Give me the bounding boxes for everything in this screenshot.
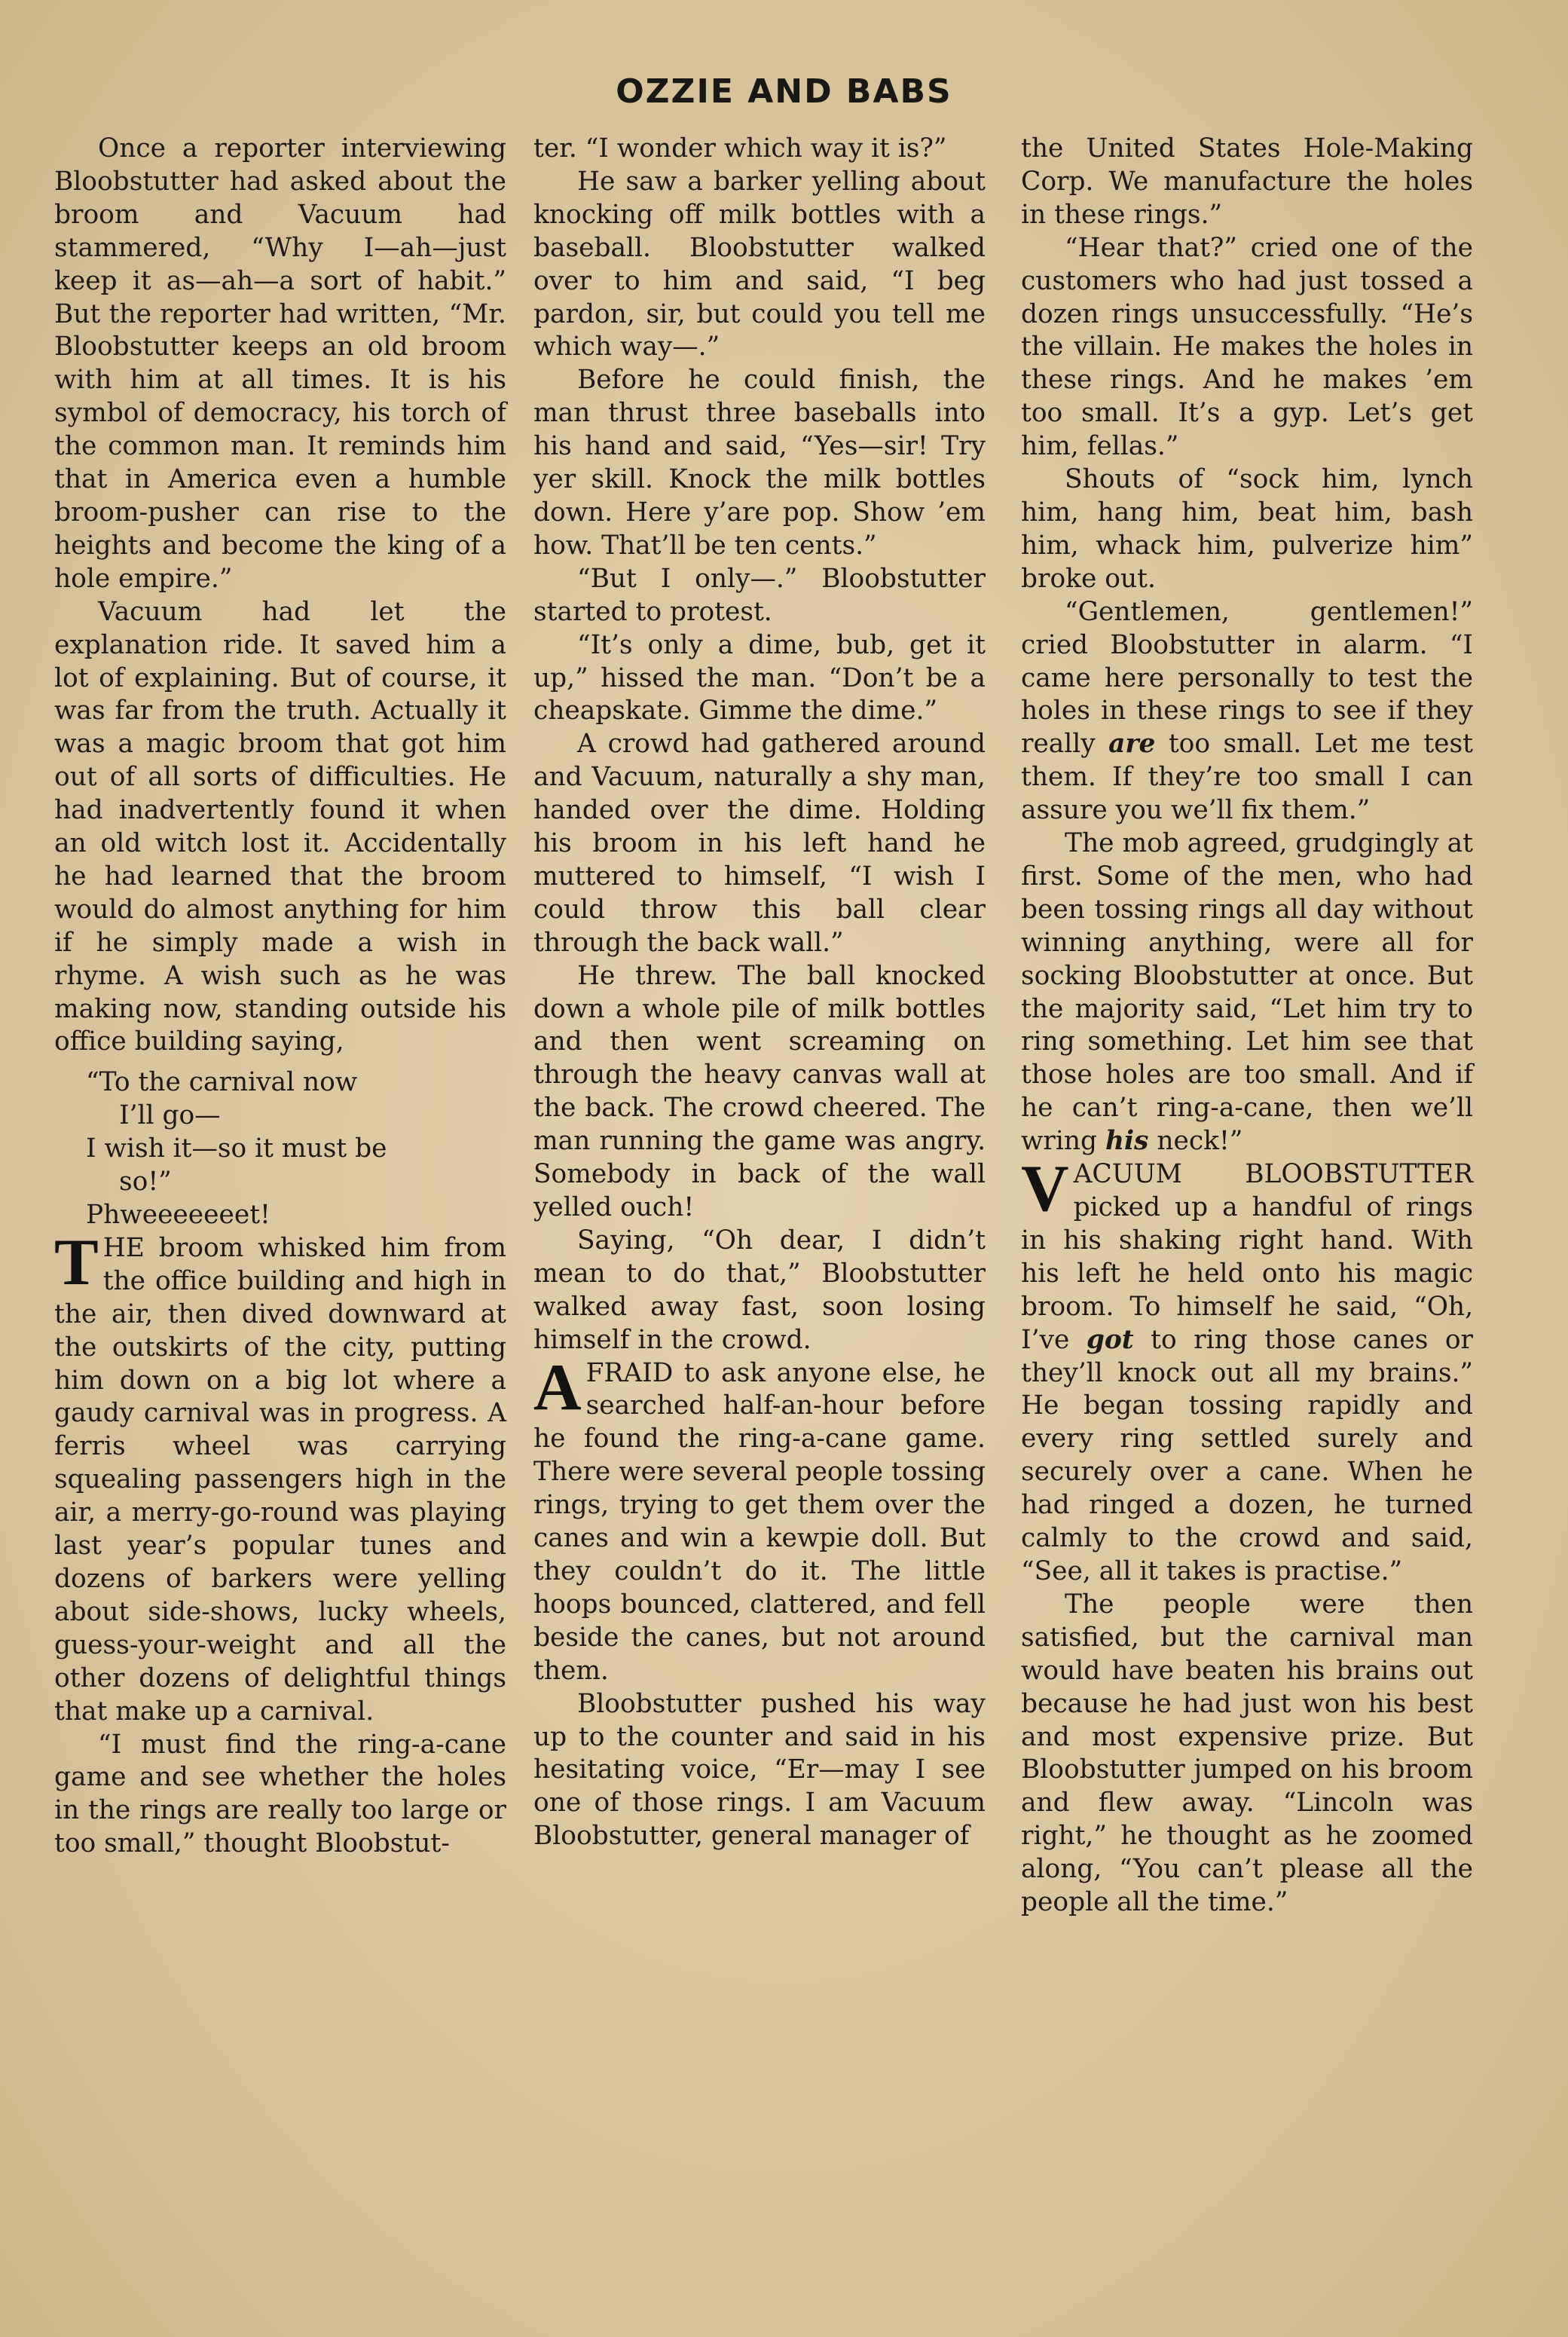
paragraph: “But I only—.” Bloobstutter started to protest. (533, 563, 986, 627)
text-column-2 (533, 133, 986, 1853)
emphasis: got (1086, 1324, 1134, 1355)
paragraph: Bloobstutter pushed his way up to the counter and said in his hesitating voice, “Er—may I see one of those rings. I am Vacuum Bloobstutter, general manager of (533, 1688, 986, 1852)
text-column-1 (54, 133, 506, 1861)
section-text: ACUUM BLOOBSTUTTER picked up a handful of rings in his shaking right hand. With his left he held onto his magic broom. To himself he said, “Oh, I’ve (1021, 1159, 1473, 1355)
section-text: FRAID to ask anyone else, he searched half-an-hour before he found the ring-a-cane game. There were several people tossing rings, trying to get them over the canes and win a kewpie doll. But they couldn’t do it. The little hoops bounced, clattered, and fell beside the canes, but not around them. (533, 1357, 986, 1686)
verse-line: I’ll go— (119, 1100, 221, 1131)
verse-line: Phweeeeeeet! (86, 1200, 271, 1230)
emphasis: are (1108, 729, 1156, 760)
paragraph: Before he could finish, the man thrust three baseballs into his hand and said, “Yes—sir! Try yer skill. Knock the milk bottles down. Here y’are pop. Show ’em how. That’ll be ten cents.” (533, 365, 986, 561)
paragraph: Vacuum had let the explanation ride. It saved him a lot of explaining. But of course, it was far from the truth. Actually it was a magic broom that got him out of all sorts of difficulties. He had inadvertently found it when an old witch lost it. Accidentally he had learned that the broom would do almost anything for him if he simply made a wish in rhyme. A wish such as he was making now, standing outside his office building saying, (54, 596, 506, 1057)
verse-line: “To the carnival now (86, 1067, 358, 1098)
section-paragraph (533, 1351, 986, 1688)
text-run: neck!” (1148, 1126, 1243, 1157)
text-run: too small. Let me test them. If they’re too small I can assure you we’ll fix them.” (1021, 729, 1474, 826)
section-text: HE broom whisked him from the office building and high in the air, then dived downward at the outskirts of the city, putting him down on a big lot where a gaudy carnival was in progress. A ferris wheel was carrying squealing passengers high in the air, a merry-go-round was playing last year’s popular tunes and dozens of barkers were yelling about side-shows, lucky wheels, guess-your-weight and all the other dozens of delightful things that make up a carnival. (54, 1232, 506, 1727)
section-paragraph (54, 1225, 506, 1729)
section-text: to ring those canes or they’ll knock out all my brains.” He began tossing rapidly and every ring settled surely and securely over a cane. When he had ringed a dozen, he turned calmly to the crowd and said, “See, all it takes is practise.” (1021, 1324, 1473, 1586)
text-run: “Gentlemen, gentlemen!” cried Bloobstutter in alarm. “I came here personally to test the holes in these rings to see if they really (1021, 596, 1473, 760)
paragraph: Once a reporter interviewing Bloobstutter had asked about the broom and Vacuum had stammered, “Why I—ah—just keep it as—ah—a sort of habit.” But the reporter had written, “Mr. Bloobstutter keeps an old broom with him at all times. It is his symbol of democracy, his torch of the common man. It reminds him that in America even a humble broom-pusher can rise to the heights and become the king of a hole empire.” (54, 133, 506, 594)
paragraph: the United States Hole-Making Corp. We manufacture the holes in these rings.” (1021, 133, 1473, 230)
drop-cap: V (1021, 1152, 1069, 1226)
drop-cap: A (533, 1351, 582, 1424)
rhyme-verse (86, 1066, 506, 1232)
paragraph: Shouts of “sock him, lynch him, hang him, beat him, bash him, whack him, pulverize him” broke out. (1021, 464, 1473, 594)
paragraph (1021, 827, 1473, 1158)
paragraph: “I must find the ring-a-cane game and see whether the holes in the rings are really too large or too small,” thought Bloobstut- (54, 1729, 506, 1859)
emphasis: his (1105, 1126, 1149, 1157)
paragraph: He threw. The ball knocked down a whole pile of milk bottles and then went screaming on through the heavy canvas wall at the back. The crowd cheered. The man running the game was angry. Somebody in back of the wall yelled ouch! (533, 960, 986, 1222)
drop-cap: T (54, 1225, 99, 1299)
paragraph: Saying, “Oh dear, I didn’t mean to do that,” Bloobstutter walked away fast, soon losing himself in the crowd. (533, 1225, 986, 1355)
section-paragraph (1021, 1152, 1473, 1589)
verse-line: so!” (119, 1167, 172, 1198)
page-title: OZZIE AND BABS (616, 72, 952, 111)
text-column-3 (1021, 133, 1473, 1919)
paragraph (1021, 596, 1473, 827)
paragraph: ter. “I wonder which way it is?” (533, 133, 947, 164)
paragraph: “Hear that?” cried one of the customers who had just tossed a dozen rings unsuccessfully. “He’s the villain. He makes the holes in these rings. And he makes ’em too small. It’s a gyp. Let’s get him, fellas.” (1021, 232, 1473, 462)
paragraph: He saw a barker yelling about knocking off milk bottles with a baseball. Bloobstutter walked over to him and said, “I beg pardon, sir, but could you tell me which way—.” (533, 166, 986, 362)
paragraph: A crowd had gathered around and Vacuum, naturally a shy man, handed over the dime. Holding his broom in his left hand he muttered to himself, “I wish I could throw this ball clear through the back wall.” (533, 729, 986, 958)
text-run: The mob agreed, grudgingly at first. Some of the men, who had been tossing rings all day without winning anything, were all for socking Bloobstutter at once. But the majority said, “Let him try to ring something. Let him see that those holes are too small. And if he can’t ring-a-cane, then we’ll wring (1021, 828, 1473, 1157)
paragraph: The people were then satisfied, but the carnival man would have beaten his brains out because he had just won his best and most expensive prize. But Bloobstutter jumped on his broom and flew away. “Lincoln was right,” he thought as he zoomed along, “You can’t please all the people all the time.” (1021, 1589, 1473, 1918)
verse-line: I wish it—so it must be (86, 1133, 387, 1164)
paragraph: “It’s only a dime, bub, get it up,” hissed the man. “Don’t be a cheapskate. Gimme the dime.” (533, 629, 986, 726)
